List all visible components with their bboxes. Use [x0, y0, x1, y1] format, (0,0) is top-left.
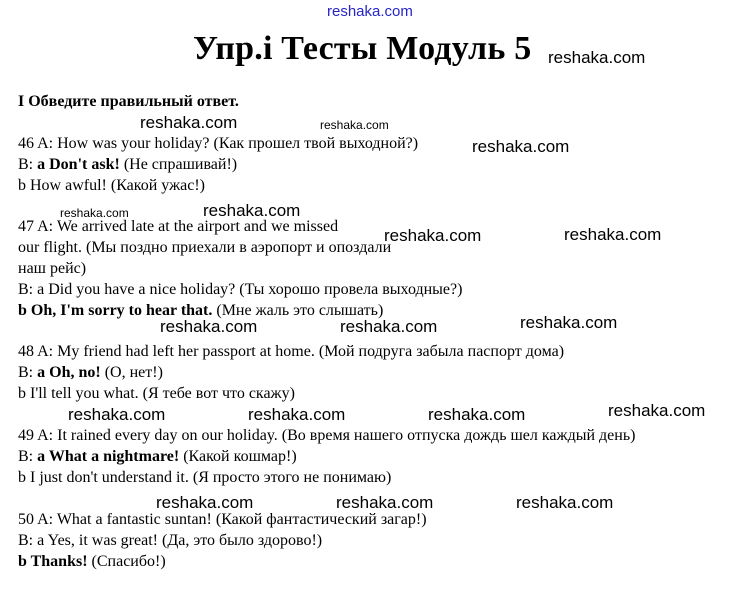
- watermark: reshaka.com: [160, 317, 258, 336]
- watermark: reshaka.com: [340, 317, 438, 336]
- q50-option-a: B: a Yes, it was great! (Да, это было здорово!): [18, 532, 323, 549]
- watermark: reshaka.com: [203, 201, 301, 220]
- q47-question-line1: 47 A: We arrived late at the airport and we missed: [18, 218, 339, 235]
- q48-question: 48 A: My friend had left her passport at home. (Мой подруга забыла паспорт дома): [18, 343, 565, 360]
- q48-option-a: B: a Oh, no! (О, нет!): [18, 364, 163, 381]
- watermark: reshaka.com: [68, 405, 166, 424]
- q47-question-line2: our flight. (Мы поздно приехали в аэропорт и опоздали: [18, 239, 392, 256]
- watermark: reshaka.com: [564, 225, 662, 244]
- q47-option-a: B: a Did you have a nice holiday? (Ты хорошо провела выходные?): [18, 281, 463, 298]
- watermark: reshaka.com: [520, 313, 618, 332]
- q49-option-b: b I just don't understand it. (Я просто этого не понимаю): [18, 469, 392, 486]
- watermark: reshaka.com: [156, 493, 254, 512]
- q46-option-a: B: a Don't ask! (Не спрашивай!): [18, 156, 238, 173]
- q47-option-b: b Oh, I'm sorry to hear that. (Мне жаль это слышать): [18, 302, 384, 319]
- watermark: reshaka.com: [516, 493, 614, 512]
- watermark: reshaka.com: [320, 118, 389, 132]
- watermark: reshaka.com: [60, 206, 129, 220]
- instruction-heading: I Обведите правильный ответ.: [18, 93, 239, 110]
- q49-option-a: B: a What a nightmare! (Какой кошмар!): [18, 448, 297, 465]
- watermark: reshaka.com: [336, 493, 434, 512]
- page-title: Упр.i Тесты Модуль 5: [193, 30, 532, 67]
- watermark: reshaka.com: [248, 405, 346, 424]
- q46-question: 46 A: How was your holiday? (Как прошел твой выходной?): [18, 135, 419, 152]
- q50-question: 50 A: What a fantastic suntan! (Какой фантастический загар!): [18, 511, 427, 528]
- watermark: reshaka.com: [140, 113, 238, 132]
- watermark: reshaka.com: [472, 137, 570, 156]
- q49-question: 49 A: It rained every day on our holiday. (Во время нашего отпуска дождь шел каждый день): [18, 427, 636, 444]
- watermark: reshaka.com: [428, 405, 526, 424]
- watermark-top: reshaka.com: [327, 3, 413, 20]
- q48-option-b: b I'll tell you what. (Я тебе вот что скажу): [18, 385, 295, 402]
- watermark: reshaka.com: [384, 226, 482, 245]
- watermark-title: reshaka.com: [548, 48, 646, 67]
- q47-question-line3: наш рейс): [18, 260, 87, 277]
- q46-option-b: b How awful! (Какой ужас!): [18, 177, 205, 194]
- q50-option-b: b Thanks! (Спасибо!): [18, 553, 166, 570]
- watermark: reshaka.com: [608, 401, 706, 420]
